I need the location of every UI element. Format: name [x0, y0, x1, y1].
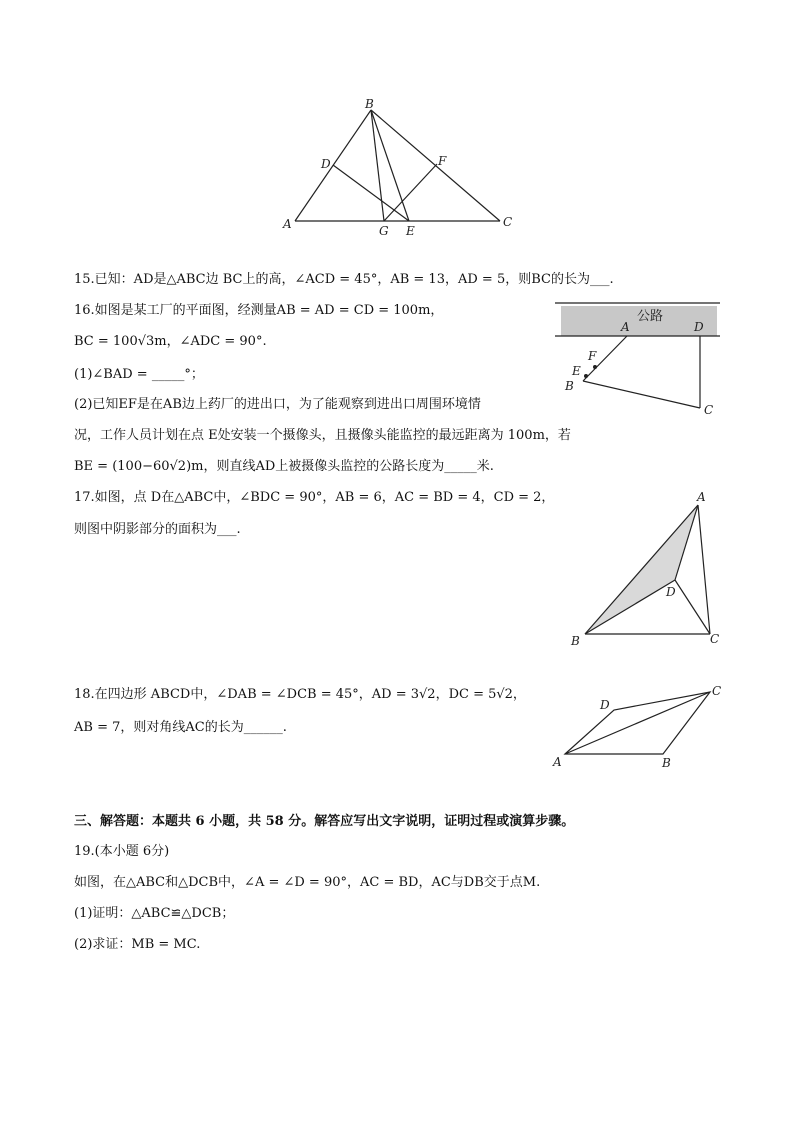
- question-16-part-2-line-2: 况，工作人员计划在点 E处安装一个摄像头，且摄像头能监控的最远距离为 100m，若: [74, 428, 571, 443]
- figure-factory-plan: [555, 298, 725, 420]
- question-16-part-2-line-1: (2)已知EF是在AB边上药厂的进出口，为了能观察到进出口周围环境情: [74, 397, 481, 412]
- figure-triangle-abc: [275, 95, 525, 240]
- road-label: 公路: [637, 309, 664, 324]
- section-3-heading: 三、解答题：本题共 6 小题，共 58 分。解答应写出文字说明，证明过程或演算步骤。: [74, 814, 575, 829]
- label-d: D: [600, 698, 610, 712]
- figure-shaded-triangle: [565, 488, 730, 653]
- label-b: B: [365, 97, 374, 111]
- label-f: F: [588, 349, 597, 363]
- point-f: [593, 365, 597, 369]
- segment-bc: [583, 381, 700, 408]
- question-17-line-2: 则图中阴影部分的面积为___.: [74, 522, 241, 537]
- label-e: E: [406, 224, 415, 238]
- question-16-part-2-line-3: BE = (100−60√2)m，则直线AD上被摄像头监控的公路长度为_____米.: [74, 459, 494, 474]
- label-d: D: [321, 157, 331, 171]
- question-18-line-2: AB = 7，则对角线AC的长为______.: [74, 720, 287, 735]
- label-a: A: [553, 755, 562, 769]
- question-16-line-2: BC = 100√3m，∠ADC = 90°.: [74, 334, 267, 349]
- label-b: B: [571, 634, 580, 648]
- label-c: C: [704, 403, 714, 417]
- label-c: C: [712, 684, 722, 698]
- question-19-stem: 如图，在△ABC和△DCB中，∠A = ∠D = 90°，AC = BD，AC与DB交于点M.: [74, 875, 541, 890]
- segment-ac: [698, 505, 710, 634]
- question-17-line-1: 17.如图，点 D在△ABC中，∠BDC = 90°，AB = 6，AC = BD = 4，CD = 2，: [74, 490, 555, 505]
- label-b: B: [662, 756, 671, 770]
- question-18-line-1: 18.在四边形 ABCD中，∠DAB = ∠DCB = 45°，AD = 3√2，DC = 5√2，: [74, 687, 526, 702]
- label-d: D: [694, 320, 704, 334]
- label-a: A: [697, 490, 706, 504]
- label-c: C: [503, 215, 513, 229]
- segment-de: [333, 165, 409, 221]
- figure-quadrilateral-abcd: [548, 682, 728, 772]
- label-c: C: [710, 632, 720, 646]
- question-19-part-2: (2)求证：MB = MC.: [74, 937, 201, 952]
- label-a: A: [621, 320, 630, 334]
- label-f: F: [438, 154, 447, 168]
- label-b: B: [565, 379, 574, 393]
- question-15: 15.已知：AD是△ABC边 BC上的高，∠ACD = 45°，AB = 13，AD = 5，则BC的长为___.: [74, 272, 614, 287]
- label-d: D: [666, 585, 676, 599]
- label-g: G: [379, 224, 389, 238]
- label-e: E: [572, 364, 581, 378]
- question-19-part-1: (1)证明：△ABC≌△DCB；: [74, 906, 235, 921]
- question-16-part-1: (1)∠BAD = _____°；: [74, 367, 204, 382]
- segment-bg: [371, 110, 384, 221]
- question-19-heading: 19.(本小题 6分): [74, 844, 170, 859]
- diagonal-ac: [565, 692, 710, 754]
- label-a: A: [283, 217, 292, 231]
- segment-ab: [585, 505, 698, 634]
- question-16-line-1: 16.如图是某工厂的平面图，经测量AB = AD = CD = 100m，: [74, 303, 444, 318]
- segment-dc: [675, 580, 710, 634]
- point-e: [584, 374, 588, 378]
